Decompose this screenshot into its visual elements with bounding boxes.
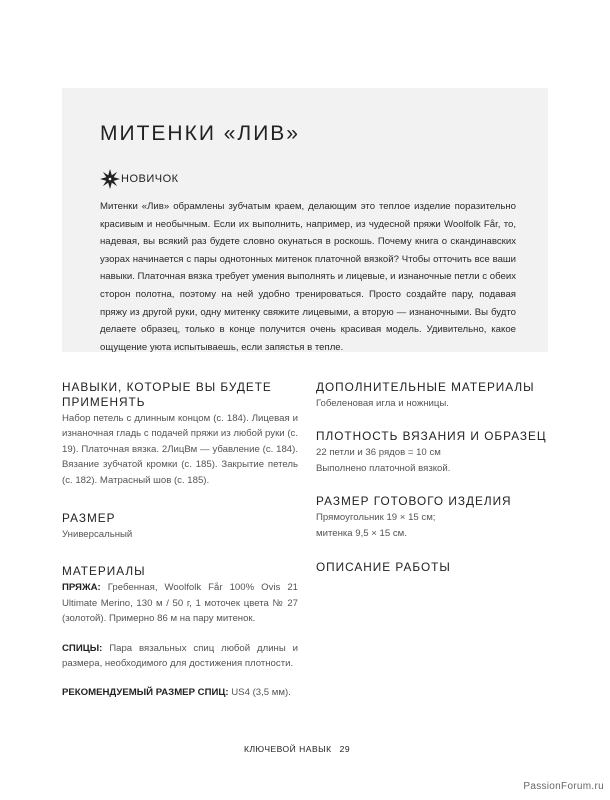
yarn-description: Гребенная, Woolfolk Får 100% Ovis 21 Ultimate Merino, 130 м / 50 г, 1 моточек цвета № 27 (золотой). Примерно 86 м на пару митенок. (62, 582, 299, 625)
finished-size-heading: РАЗМЕР ГОТОВОГО ИЗДЕЛИЯ (316, 494, 512, 509)
watermark: PassionForum.ru (523, 781, 604, 792)
extra-materials-heading: ДОПОЛНИТЕЛЬНЫЕ МАТЕРИАЛЫ (316, 380, 535, 394)
page-title: МИТЕНКИ «ЛИВ» (100, 122, 300, 145)
gauge-line-1: 22 петли и 36 рядов = 10 см (316, 447, 441, 459)
gauge-heading: ПЛОТНОСТЬ ВЯЗАНИЯ И ОБРАЗЕЦ (316, 429, 547, 444)
extra-materials-section (316, 380, 552, 411)
materials-section (62, 564, 298, 700)
materials-heading: МАТЕРИАЛЫ (62, 564, 146, 579)
size-heading: РАЗМЕР (62, 511, 116, 526)
needles-description: Пара вязальных спиц любой длины и размера, необходимого для достижения плотности. (62, 642, 298, 670)
gauge-line-2: Выполнено платочной вязкой. (316, 462, 451, 474)
finished-size-line-2: митенка 9,5 × 15 см. (316, 527, 407, 539)
needles-label: СПИЦЫ: (62, 642, 103, 654)
right-column (316, 380, 552, 575)
size-text: Универсальный (62, 529, 133, 541)
recommended-needle-size (62, 685, 298, 700)
needles-text (62, 641, 298, 672)
skill-level-label: НОВИЧОК (121, 173, 179, 185)
footer-label: КЛЮЧЕВОЙ НАВЫК (244, 744, 332, 754)
finished-size-line-1: Прямоугольник 19 × 15 см; (316, 512, 436, 524)
skill-level (100, 168, 179, 190)
recommended-value: US4 (3,5 мм). (231, 687, 291, 699)
size-section (62, 511, 298, 542)
skills-section (62, 380, 298, 488)
intro-paragraph: Митенки «Лив» обрамлены зубчатым краем, делающим это теплое изделие поразительно красивым и необычным. Если их выполнить, например, из чудесной пряжи Woolfolk Får, то, надевая, вы всякий раз будете словно окунаться в роскошь. Почему книга о скандинавских узорах начинается с пары однотонных митенок платочной вязкой? Чтобы отточить все ваши навыки. Платочная вязка требует умения выполнять и лицевые, и изнаночные петли с обеих сторон полотна, поэтому на ней удобно тренироваться. Просто создайте пару, подавая пряжу из другой руки, одну митенку свяжите лицевыми, а вторую — изнаночными. Вы будто делаете образец, только в конце получится очень красивая модель. Удивительно, какое ощущение уюта испытываешь, если запястья в тепле. (100, 201, 516, 353)
yarn-label: ПРЯЖА: (62, 582, 101, 594)
page-number: 29 (339, 744, 351, 754)
extra-materials-text: Гобеленовая игла и ножницы. (316, 398, 449, 409)
work-description-section (316, 560, 552, 575)
snowflake-star-icon (100, 169, 120, 189)
yarn-text (62, 580, 298, 626)
work-description-heading: ОПИСАНИЕ РАБОТЫ (316, 560, 451, 575)
skills-heading: НАВЫКИ, КОТОРЫЕ ВЫ БУДЕТЕ ПРИМЕНЯТЬ (62, 380, 272, 409)
gauge-section (316, 429, 552, 476)
left-column (62, 380, 298, 701)
page-footer (244, 744, 350, 754)
skills-text: Набор петель с длинным концом (с. 184). Лицевая и изнаночная гладь с подачей пряжи из любой руки (с. 19). Платочная вязка. 2ЛицВм — убавление (с. 184). Вязание зубчатой кромки (с. 185). Закрытие петель (с. 182). Матрасный шов (с. 185). (62, 413, 298, 486)
recommended-label: РЕКОМЕНДУЕМЫЙ РАЗМЕР СПИЦ: (62, 687, 229, 699)
finished-size-section (316, 494, 552, 541)
